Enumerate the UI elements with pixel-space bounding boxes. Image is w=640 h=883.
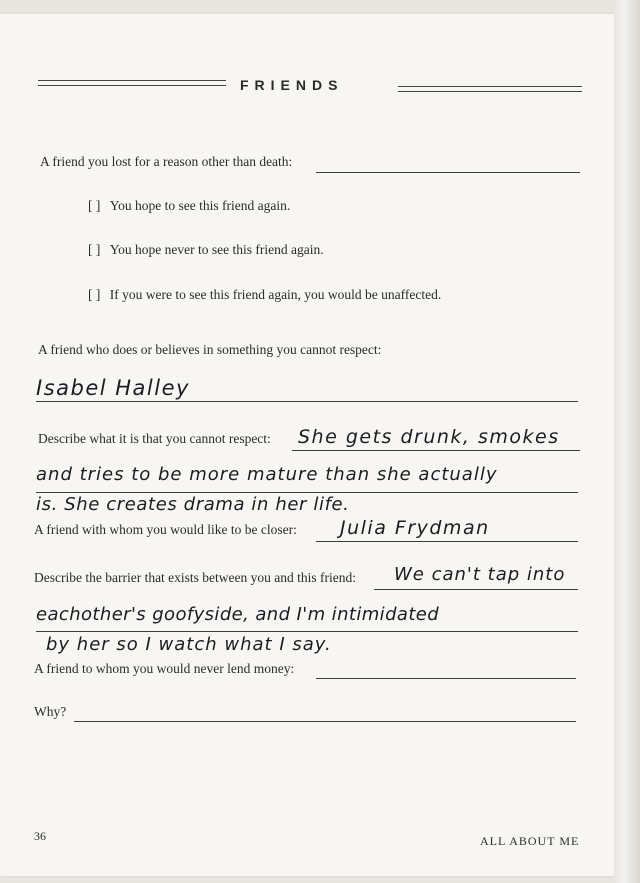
q1-option-2[interactable] — [88, 242, 324, 258]
option-text: You hope never to see this friend again. — [109, 242, 324, 257]
q3-answer-line-1: She gets drunk, smokes — [298, 426, 560, 448]
q1-prompt: A friend you lost for a reason other than death: — [40, 154, 293, 169]
q5-answer-line-1: We can't tap into — [394, 564, 566, 585]
header-rule-left — [38, 80, 226, 86]
q7-answer-line — [74, 721, 576, 722]
q2-answer-line — [36, 401, 578, 402]
q3-answer-line-a — [292, 450, 580, 451]
q6-answer-line — [316, 678, 576, 679]
q7-prompt: Why? — [34, 704, 67, 719]
q5-prompt: Describe the barrier that exists between you and this friend: — [34, 570, 357, 585]
q1-option-3[interactable] — [88, 287, 441, 303]
q3-answer-line-b — [36, 492, 578, 493]
q5-answer-line-2: eachother's goofyside, and I'm intimidated — [36, 604, 440, 625]
q4-answer-line — [316, 541, 578, 542]
q3-answer-line-3: is. She creates drama in her life. — [36, 494, 350, 515]
q2-handwritten-answer: Isabel Halley — [36, 376, 190, 400]
q1-option-1[interactable] — [88, 198, 290, 214]
checkbox[interactable]: [ ] — [88, 198, 101, 213]
checkbox[interactable]: [ ] — [88, 287, 101, 302]
checkbox[interactable]: [ ] — [88, 242, 101, 257]
q3-prompt: Describe what it is that you cannot respect: — [38, 431, 271, 446]
q4-prompt: A friend with whom you would like to be closer: — [34, 522, 297, 537]
q5-answer-line-a — [374, 589, 578, 590]
option-text: You hope to see this friend again. — [109, 198, 291, 213]
q6-prompt: A friend to whom you would never lend money: — [34, 661, 295, 676]
q5-answer-line-b — [36, 631, 578, 632]
q3-answer-line-2: and tries to be more mature than she actually — [36, 464, 498, 485]
page-number: 36 — [34, 829, 46, 843]
q4-handwritten-answer: Julia Frydman — [340, 517, 490, 539]
option-text: If you were to see this friend again, you would be unaffected. — [109, 287, 442, 302]
book-spine — [614, 0, 640, 883]
q5-answer-line-3: by her so I watch what I say. — [46, 634, 332, 655]
q1-answer-line — [316, 172, 580, 173]
page-title: FRIENDS — [240, 77, 344, 93]
q2-prompt: A friend who does or believes in something you cannot respect: — [38, 342, 382, 357]
book-title-footer: ALL ABOUT ME — [480, 834, 580, 848]
header-rule-right — [398, 86, 582, 92]
